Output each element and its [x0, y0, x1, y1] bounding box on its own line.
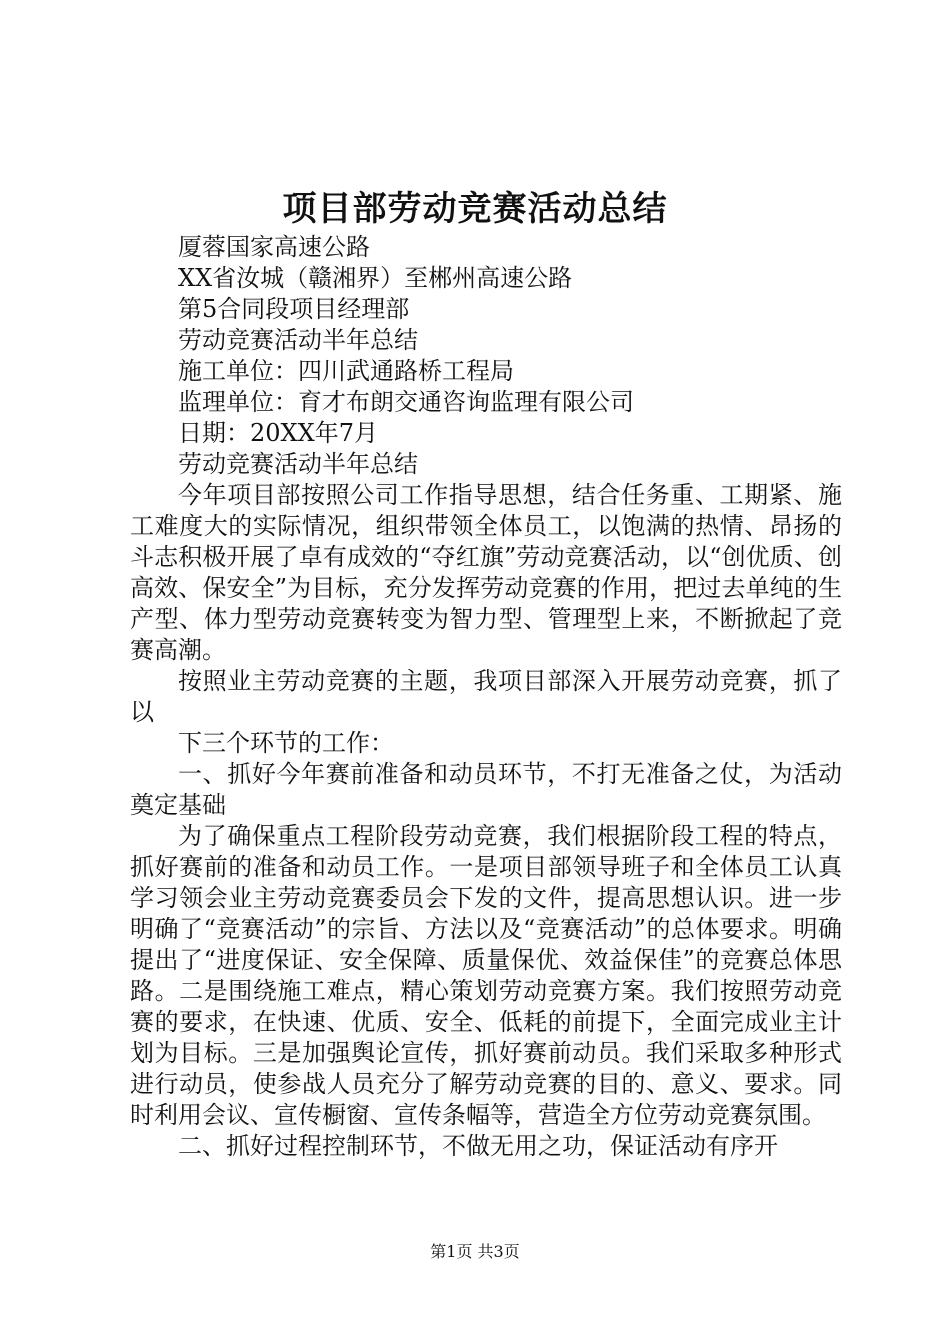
header-line-date: 日期：20XX年7月: [178, 419, 378, 447]
header-line-department: 第5合同段项目经理部: [178, 295, 410, 323]
header-line-report-name: 劳动竞赛活动半年总结: [178, 326, 418, 354]
page-number-footer: 第1页 共3页: [430, 1242, 520, 1261]
header-line-route: XX省汝城（赣湘界）至郴州高速公路: [178, 264, 573, 292]
document-title: 项目部劳动竞赛活动总结: [282, 189, 668, 229]
paragraph-intro: 今年项目部按照公司工作指导思想，结合任务重、工期紧、施工难度大的实际情况，组织带领全体员工，以饱满的热情、昂扬的斗志积极开展了卓有成效的“夺红旗”劳动竞赛活动，以“创优质、创高效、保安全”为目标，充分发挥劳动竞赛的作用，把过去单纯的生产型、体力型劳动竞赛转变为智力型、管理型上来，不断掀起了竞赛高潮。: [130, 481, 842, 664]
paragraph-three-links: 下三个环节的工作：: [178, 729, 394, 757]
header-line-construction-unit: 施工单位：四川武通路桥工程局: [178, 357, 514, 385]
document-body: [130, 232, 842, 1162]
header-line-project: 厦蓉国家高速公路: [178, 233, 370, 261]
header-line-supervision-unit: 监理单位：育才布朗交通咨询监理有限公司: [178, 388, 634, 416]
paragraph-preparation: 为了确保重点工程阶段劳动竞赛，我们根据阶段工程的特点，抓好赛前的准备和动员工作。一是项目部领导班子和全体员工认真学习领会业主劳动竞赛委员会下发的文件，提高思想认识。进一步明确了“竞赛活动”的宗旨、方法以及“竞赛活动”的总体要求。明确提出了“进度保证、安全保障、质量保优、效益保佳”的竞赛总体思路。二是围绕施工难点，精心策划劳动竞赛方案。我们按照劳动竞赛的要求，在快速、优质、安全、低耗的前提下，全面完成业主计划为目标。三是加强舆论宣传，抓好赛前动员。我们采取多种形式进行动员，使参战人员充分了解劳动竞赛的目的、意义、要求。同时利用会议、宣传橱窗、宣传条幅等，营造全方位劳动竞赛氛围。: [130, 822, 842, 1129]
heading-section-one: 一、抓好今年赛前准备和动员环节，不打无准备之仗，为活动奠定基础: [130, 760, 842, 819]
header-line-section-title: 劳动竞赛活动半年总结: [178, 450, 418, 478]
heading-section-two: 二、抓好过程控制环节，不做无用之功，保证活动有序开: [178, 1132, 778, 1160]
paragraph-theme: 按照业主劳动竞赛的主题，我项目部深入开展劳动竞赛，抓了以: [130, 667, 842, 726]
